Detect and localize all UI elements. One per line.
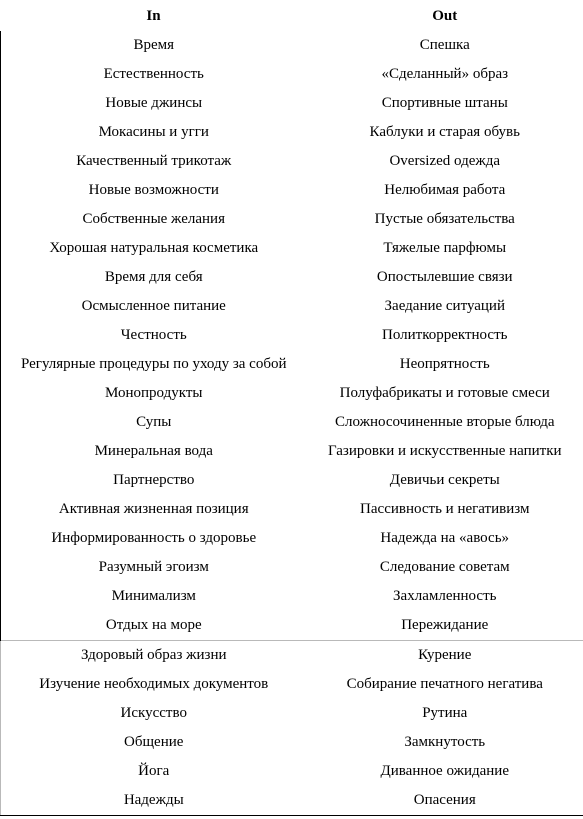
in-cell: Активная жизненная позиция	[1, 495, 307, 524]
in-cell: Регулярные процедуры по уходу за собой	[1, 350, 307, 379]
out-cell: Собирание печатного негатива	[307, 670, 583, 699]
in-cell: Собственные желания	[1, 205, 307, 234]
column-header-out: Out	[307, 2, 583, 31]
table-row	[1, 728, 583, 757]
table-row	[1, 408, 583, 437]
table-body	[1, 31, 583, 816]
table-row	[1, 495, 583, 524]
table-row	[1, 263, 583, 292]
out-cell: Диванное ожидание	[307, 757, 583, 786]
out-cell: Рутина	[307, 699, 583, 728]
table-row	[1, 147, 583, 176]
in-cell: Мокасины и угги	[1, 118, 307, 147]
in-cell: Время	[1, 31, 307, 60]
table-row	[1, 350, 583, 379]
out-cell: Каблуки и старая обувь	[307, 118, 583, 147]
out-cell: Пережидание	[307, 611, 583, 641]
out-cell: Курение	[307, 641, 583, 671]
out-cell: Следование советам	[307, 553, 583, 582]
table-row	[1, 234, 583, 263]
in-cell: Надежды	[1, 786, 307, 816]
out-cell: Пустые обязательства	[307, 205, 583, 234]
table-row	[1, 466, 583, 495]
in-cell: Новые джинсы	[1, 89, 307, 118]
in-cell: Отдых на море	[1, 611, 307, 641]
out-cell: Опасения	[307, 786, 583, 816]
table-row	[1, 292, 583, 321]
in-cell: Йога	[1, 757, 307, 786]
out-cell: Неопрятность	[307, 350, 583, 379]
out-cell: Спешка	[307, 31, 583, 60]
out-cell: Замкнутость	[307, 728, 583, 757]
in-out-table	[0, 2, 583, 816]
table-row	[1, 205, 583, 234]
table-row	[1, 437, 583, 466]
in-cell: Время для себя	[1, 263, 307, 292]
out-cell: Нелюбимая работа	[307, 176, 583, 205]
table-row	[1, 670, 583, 699]
in-cell: Минимализм	[1, 582, 307, 611]
out-cell: Надежда на «авось»	[307, 524, 583, 553]
table-row	[1, 379, 583, 408]
in-cell: Честность	[1, 321, 307, 350]
table-row	[1, 118, 583, 147]
in-cell: Общение	[1, 728, 307, 757]
out-cell: Oversized одежда	[307, 147, 583, 176]
table-row	[1, 89, 583, 118]
in-cell: Осмысленное питание	[1, 292, 307, 321]
in-cell: Качественный трикотаж	[1, 147, 307, 176]
in-cell: Информированность о здоровье	[1, 524, 307, 553]
out-cell: Пассивность и негативизм	[307, 495, 583, 524]
column-header-in: In	[146, 8, 161, 24]
out-cell: Спортивные штаны	[307, 89, 583, 118]
table-row	[1, 553, 583, 582]
in-cell: Разумный эгоизм	[1, 553, 307, 582]
table-row	[1, 611, 583, 641]
out-cell: Полуфабрикаты и готовые смеси	[307, 379, 583, 408]
table-row	[1, 176, 583, 205]
table-row	[1, 699, 583, 728]
in-cell: Здоровый образ жизни	[1, 641, 307, 671]
in-cell: Партнерство	[1, 466, 307, 495]
in-cell: Минеральная вода	[1, 437, 307, 466]
in-cell: Монопродукты	[1, 379, 307, 408]
in-cell: Супы	[1, 408, 307, 437]
out-cell: Политкорректность	[307, 321, 583, 350]
out-cell: Захламленность	[307, 582, 583, 611]
table-header-row	[1, 2, 583, 31]
table-row	[1, 641, 583, 671]
table-row	[1, 524, 583, 553]
table-row	[1, 757, 583, 786]
out-cell: Заедание ситуаций	[307, 292, 583, 321]
in-cell: Новые возможности	[1, 176, 307, 205]
in-cell: Хорошая натуральная косметика	[1, 234, 307, 263]
table-row	[1, 60, 583, 89]
table-row	[1, 582, 583, 611]
out-cell: Девичьи секреты	[307, 466, 583, 495]
table-row	[1, 321, 583, 350]
table-row	[1, 786, 583, 816]
out-cell: Опостылевшие связи	[307, 263, 583, 292]
in-cell: Естественность	[1, 60, 307, 89]
out-cell: «Сделанный» образ	[307, 60, 583, 89]
in-cell: Изучение необходимых документов	[1, 670, 307, 699]
out-cell: Газировки и искусственные напитки	[307, 437, 583, 466]
in-cell: Искусство	[1, 699, 307, 728]
out-cell: Сложносочиненные вторые блюда	[307, 408, 583, 437]
table-row	[1, 31, 583, 60]
out-cell: Тяжелые парфюмы	[307, 234, 583, 263]
